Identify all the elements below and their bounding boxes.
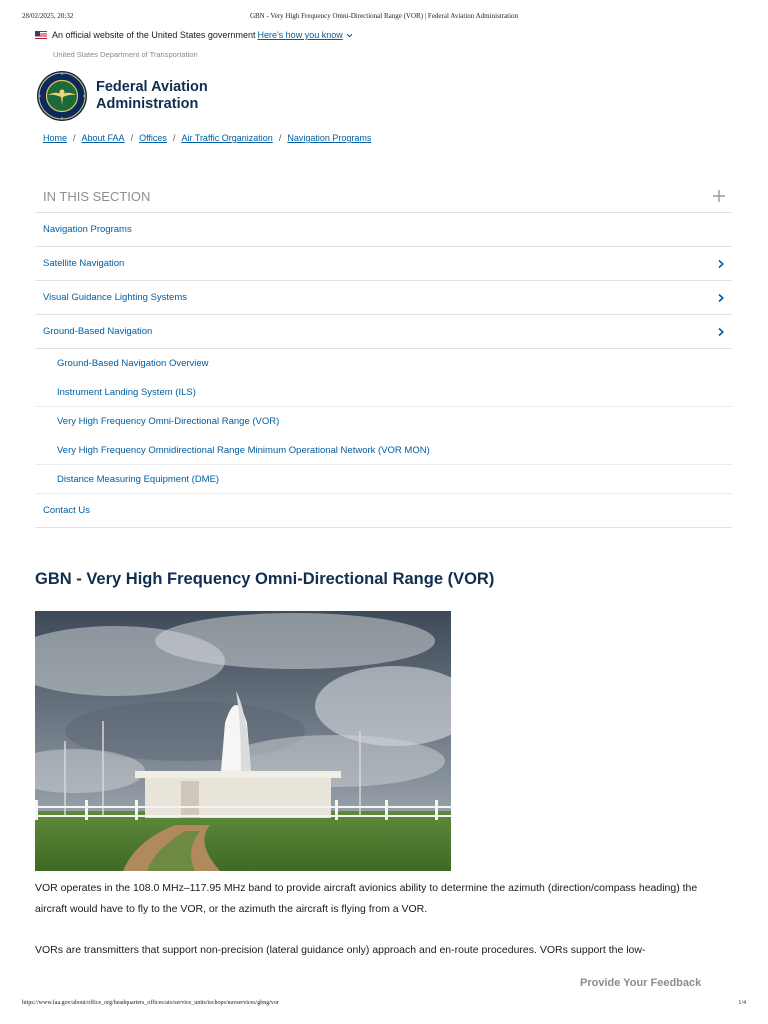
gov-banner	[35, 28, 353, 42]
section-nav-heading: IN THIS SECTION	[43, 188, 151, 204]
section-nav	[35, 180, 732, 528]
nav-item-satellite-navigation[interactable]	[35, 247, 732, 281]
nav-item-ground-based-navigation[interactable]	[35, 315, 732, 349]
chevron-right-icon[interactable]	[716, 293, 726, 303]
nav-item-label: Visual Guidance Lighting Systems	[43, 292, 187, 303]
breadcrumb-offices[interactable]: Offices	[139, 133, 167, 143]
breadcrumb-home[interactable]: Home	[43, 133, 68, 143]
nav-item-label: Ground-Based Navigation	[43, 326, 153, 337]
print-url: https://www.faa.gov/about/office_org/headquarters_offices/ato/service_units/techops/navservices/gbng/vor	[22, 1000, 279, 1006]
us-flag-icon	[35, 31, 47, 39]
plus-icon[interactable]	[712, 189, 726, 203]
section-nav-header[interactable]	[35, 180, 732, 213]
faa-seal-icon	[36, 70, 88, 122]
subnav-item-vor[interactable]: Very High Frequency Omni-Directional Range (VOR)	[57, 415, 280, 427]
heres-how-link[interactable]: Here's how you know	[257, 30, 343, 40]
breadcrumb-separator: /	[73, 133, 76, 143]
breadcrumb-separator: /	[278, 133, 282, 143]
paragraph-vor-transmitters: VORs are transmitters that support non-precision (lateral guidance only) approach and en-route procedures. VORs support the low-	[35, 944, 646, 956]
nav-item-label: Navigation Programs	[43, 224, 132, 235]
nav-item-navigation-programs[interactable]	[35, 213, 732, 247]
chevron-right-icon[interactable]	[716, 259, 726, 269]
breadcrumb-about-faa[interactable]: About FAA	[81, 133, 125, 143]
faa-logo[interactable]	[36, 70, 208, 122]
provide-feedback-button[interactable]: Provide Your Feedback	[580, 977, 702, 989]
print-title: GBN - Very High Frequency Omni-Directional Range (VOR) | Federal Aviation Administration	[249, 12, 519, 20]
chevron-right-icon[interactable]	[716, 327, 726, 337]
breadcrumb-navigation-programs[interactable]: Navigation Programs	[287, 133, 372, 143]
print-footer	[22, 1000, 746, 1010]
print-date: 28/02/2025, 20:32	[22, 12, 74, 20]
print-header	[22, 12, 746, 24]
subnav-item-dme[interactable]: Distance Measuring Equipment (DME)	[35, 465, 732, 494]
breadcrumb	[43, 133, 371, 143]
breadcrumb-ato[interactable]: Air Traffic Organization	[181, 133, 273, 143]
chevron-down-icon[interactable]	[346, 32, 353, 39]
subnav-item-vor-mon[interactable]: Very High Frequency Omnidirectional Range Minimum Operational Network (VOR MON)	[35, 436, 732, 465]
brand-line-2: Administration	[96, 96, 199, 112]
nav-item-label: Contact Us	[43, 505, 90, 516]
subnav-item-gbn-overview[interactable]: Ground-Based Navigation Overview	[57, 357, 209, 369]
print-page-number: 1/4	[738, 1000, 746, 1006]
subnav-item-ils[interactable]: Instrument Landing System (ILS)	[35, 378, 732, 407]
brand-line-1: Federal Aviation	[96, 79, 208, 95]
nav-item-visual-guidance[interactable]	[35, 281, 732, 315]
brand-name	[96, 79, 208, 113]
department-label: United States Department of Transportation	[53, 50, 198, 59]
nav-item-contact-us[interactable]	[35, 494, 732, 528]
nav-item-label: Satellite Navigation	[43, 258, 125, 269]
breadcrumb-separator: /	[130, 133, 134, 143]
gov-banner-text: An official website of the United States government	[52, 30, 256, 40]
page-title: GBN - Very High Frequency Omni-Directional Range (VOR)	[35, 570, 495, 588]
vor-station-photo	[35, 611, 451, 871]
breadcrumb-separator: /	[172, 133, 176, 143]
paragraph-vor-intro: VOR operates in the 108.0 MHz–117.95 MHz band to provide aircraft avionics ability to determine the azimuth (direction/compass heading) the aircraft would have to fly to the VOR, or the azimuth the aircraft is flying from a VOR.	[35, 882, 698, 915]
